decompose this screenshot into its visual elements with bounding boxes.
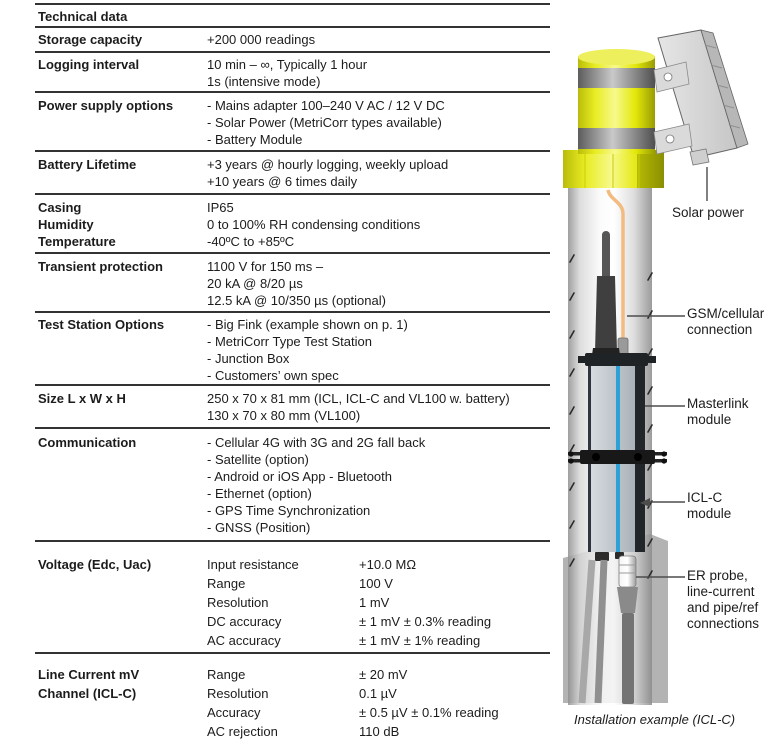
spec-label: Casing Humidity Temperature [38,200,116,249]
figure-caption: Installation example (ICL-C) [574,712,736,727]
spec-label: Power supply options [38,98,174,113]
spec-row-size [35,384,550,427]
spec-label: Storage capacity [38,32,143,47]
spec-value: +3 years @ hourly logging, weekly upload +10 years @ 6 times daily [207,157,449,189]
technical-data-table [35,3,550,741]
spec-value: IP65 0 to 100% RH condensing conditions -40ºC to +85ºC [207,200,421,249]
spec-label: Voltage (Edc, Uac) [38,557,152,572]
label-iclc-module: ICL-C module [687,490,732,521]
spec-label: Logging interval [38,57,140,72]
spec-row-transient [35,252,550,311]
label-masterlink-module: Masterlink module [687,396,749,427]
installation-figure [555,0,774,744]
spec-label: Size L x W x H [38,391,126,406]
spec-value: +200 000 readings [207,32,316,47]
spec-value: Input resistance +10.0 MΩ Range 100 V Resolution 1 mV DC accuracy ± 1 mV ± 0.3% reading AC accuracy ± 1 mV ± 1% reading [207,557,492,648]
spec-row-linecurrent [35,652,550,741]
spec-value: - Mains adapter 100–240 V AC / 12 V DC - Solar Power (MetriCorr types available) - Battery Module [207,98,445,147]
label-solar-power: Solar power [672,205,745,220]
spec-value: Range ± 20 mV Resolution 0.1 µV Accuracy ± 0.5 µV ± 0.1% reading AC rejection 110 dB [207,667,499,739]
spec-row-storage [35,26,550,51]
spec-value: - Cellular 4G with 3G and 2G fall back - Satellite (option) - Android or iOS App - Bluetooth - Ethernet (option) - GPS Time Synchronization - GNSS (Position) [207,435,426,535]
installation-illustration [555,0,774,744]
spec-label: Transient protection [38,259,163,274]
spec-row-voltage [35,540,550,652]
yellow-cap [563,49,664,188]
spec-value: 250 x 70 x 81 mm (ICL, ICL-C and VL100 w. battery) 130 x 70 x 80 mm (VL100) [207,391,510,423]
spec-row-battery [35,150,550,193]
spec-row-casing [35,193,550,252]
spec-label: Line Current mV Channel (ICL-C) [38,667,140,701]
spec-row-communication [35,427,550,540]
spec-row-teststation [35,311,550,384]
spec-label: Test Station Options [38,317,165,332]
spec-label: Communication [38,435,137,450]
spec-value: 1100 V for 150 ms – 20 kA @ 8/20 µs 12.5 kA @ 10/350 µs (optional) [207,259,386,308]
label-er-probe: ER probe, line-current and pipe/ref connections [687,568,760,631]
spec-label: Battery Lifetime [38,157,137,172]
masterlink-module [578,353,656,458]
spec-row-logging [35,51,550,91]
module-clamp [568,450,667,464]
label-gsm-connection: GSM/cellular connection [687,306,765,337]
spec-row-power [35,91,550,150]
spec-value: 10 min – ∞, Typically 1 hour 1s (intensive mode) [207,57,368,89]
spec-value: - Big Fink (example shown on p. 1) - MetriCorr Type Test Station - Junction Box - Customers’ own spec [207,317,408,383]
table-title: Technical data [35,3,550,26]
iclc-module [588,464,645,561]
